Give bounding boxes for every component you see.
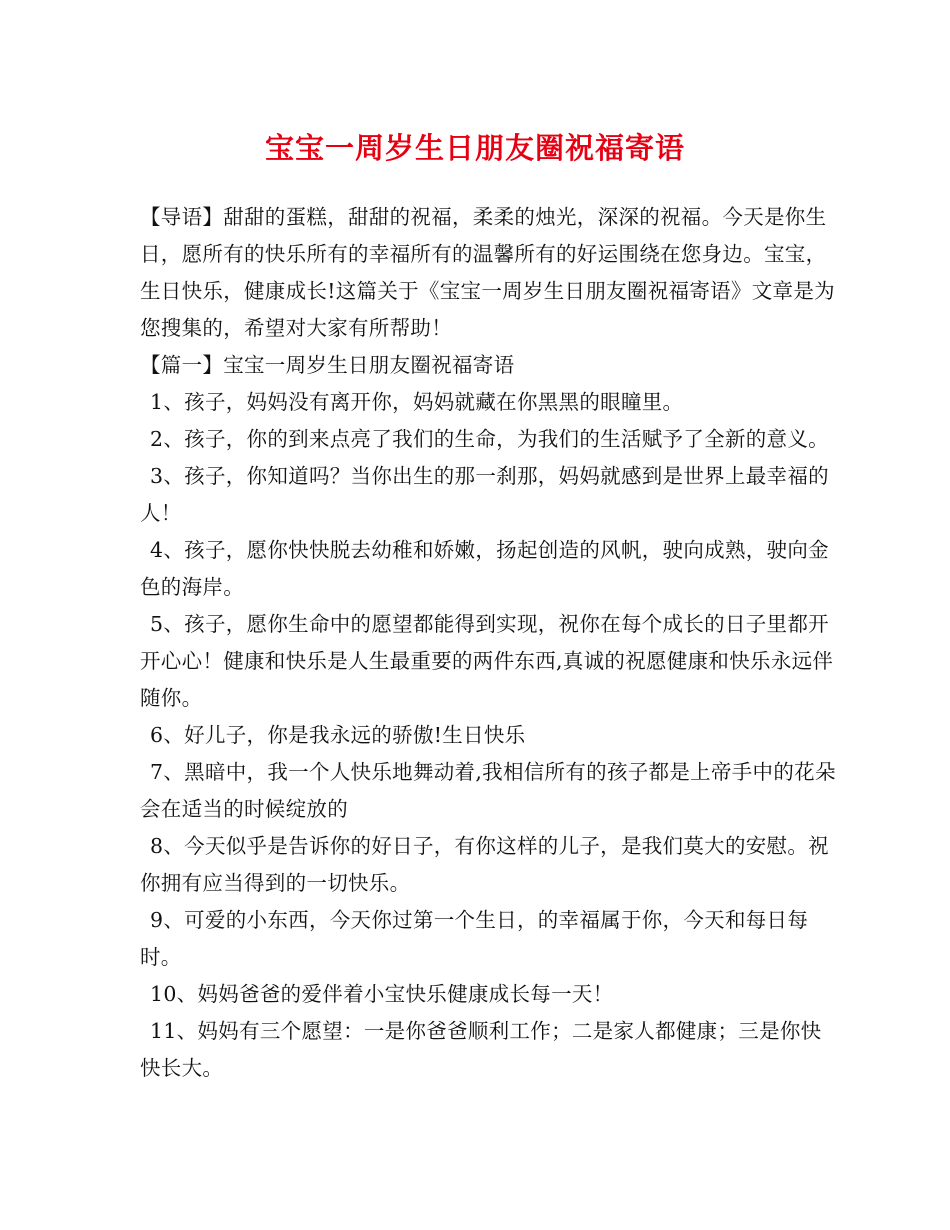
list-item: 7、黑暗中，我一个人快乐地舞动着,我相信所有的孩子都是上帝手中的花朵会在适当的时候绽放的 <box>140 760 836 821</box>
list-item: 10、妈妈爸爸的爱伴着小宝快乐健康成长每一天！ <box>150 982 614 1006</box>
list-item: 9、可爱的小东西，今天你过第一个生日，的幸福属于你，今天和每日每时。 <box>140 908 809 969</box>
list-item: 1、孩子，妈妈没有离开你，妈妈就藏在你黑黑的眼瞳里。 <box>150 390 684 414</box>
document-body <box>140 199 840 1087</box>
list-item: 11、妈妈有三个愿望：一是你爸爸顺利工作；二是家人都健康；三是你快快长大。 <box>140 1019 822 1080</box>
list-item: 4、孩子，愿你快快脱去幼稚和娇嫩，扬起创造的风帆，驶向成熟，驶向金色的海岸。 <box>140 538 829 599</box>
intro-paragraph: 【导语】甜甜的蛋糕，甜甜的祝福，柔柔的烛光，深深的祝福。今天是你生日，愿所有的快乐所有的幸福所有的温馨所有的好运围绕在您身边。宝宝，生日快乐，健康成长!这篇关于《宝宝一周岁生日朋友圈祝福寄语》文章是为您搜集的，希望对大家有所帮助！ <box>140 205 835 340</box>
list-item: 5、孩子，愿你生命中的愿望都能得到实现，祝你在每个成长的日子里都开开心心！健康和快乐是人生最重要的两件东西,真诚的祝愿健康和快乐永远伴随你。 <box>140 612 834 710</box>
list-item: 2、孩子，你的到来点亮了我们的生命，为我们的生活赋予了全新的意义。 <box>150 427 829 451</box>
section-heading: 【篇一】宝宝一周岁生日朋友圈祝福寄语 <box>140 353 515 377</box>
list-item: 8、今天似乎是告诉你的好日子，有你这样的儿子，是我们莫大的安慰。祝你拥有应当得到的一切快乐。 <box>140 834 829 895</box>
list-item: 3、孩子，你知道吗？当你出生的那一刹那，妈妈就感到是世界上最幸福的人！ <box>140 464 829 525</box>
list-item: 6、好儿子，你是我永远的骄傲!生日快乐 <box>150 723 526 747</box>
document-title: 宝宝一周岁生日朋友圈祝福寄语 <box>264 131 685 165</box>
